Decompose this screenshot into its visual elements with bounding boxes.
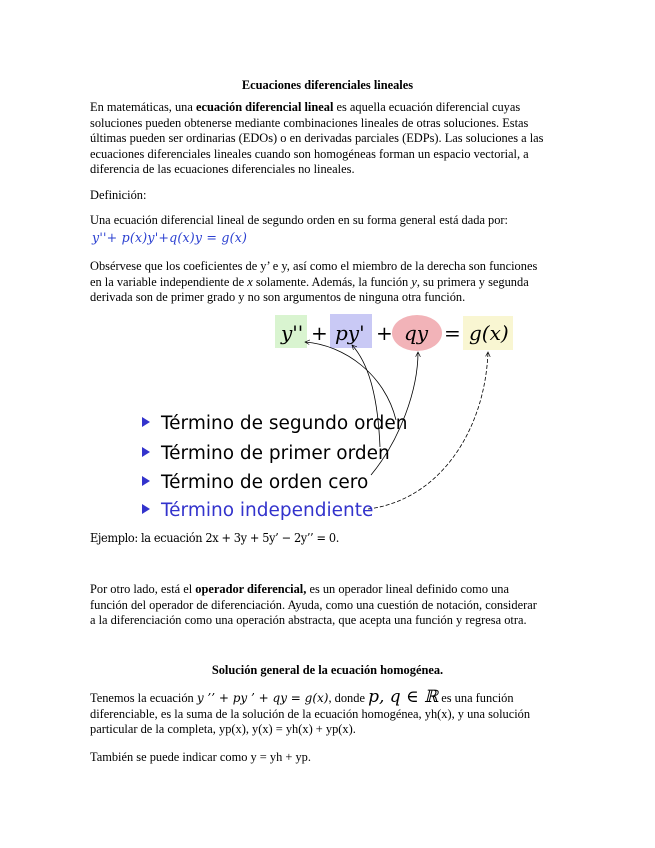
plus-sign-2: + xyxy=(376,321,393,345)
intro-line-1: En matemáticas, una ecuación diferencial lineal es aquella ecuación diferencial cuyas xyxy=(90,100,521,114)
label-first-order: Término de primer orden xyxy=(161,443,390,464)
operador-line-1: Por otro lado, está el operador diferencial, es un operador lineal definido como una xyxy=(90,582,510,596)
label-independent: Término independiente xyxy=(161,500,374,521)
intro-line-3: últimas pueden ser ordinarias (EDOs) o en derivadas parciales (EDPs). Las soluciones a las xyxy=(90,131,544,146)
tenemos-paragraph xyxy=(90,687,568,738)
bullet-3 xyxy=(142,476,150,486)
term-py-prime: py' xyxy=(335,321,365,345)
term-y-double-prime: y'' xyxy=(281,321,304,345)
bullet-1 xyxy=(142,417,150,427)
bullet-4 xyxy=(142,504,150,514)
observe-line-3: derivada son de primer grado y no son argumentos de ninguna otra función. xyxy=(90,290,466,305)
intro-line-5: diferencia de las ecuaciones diferenciales no lineales. xyxy=(90,162,355,177)
homogeneous-equation: y ’’ + py ’ + qy = g(x) xyxy=(196,691,329,705)
tenemos-line-2: diferenciable, es la suma de la solución de la ecuación homogénea, yh(x), y una solución xyxy=(90,706,531,721)
operador-line-2: función del operador de diferenciación. Ayuda, como una cuestión de notación, considerar xyxy=(90,597,537,612)
label-second-order: Término de segundo orden xyxy=(161,413,408,434)
general-form-text: Una ecuación diferencial lineal de segundo orden en su forma general está dada por: xyxy=(90,213,509,227)
tambien-line: También se puede indicar como y = yh + yp. xyxy=(90,750,311,764)
pq-in-reals: p, q ∈ ℝ xyxy=(368,687,439,707)
operador-line-3: a la diferenciación como una operación abstracta, que acepta una función y regresa otra. xyxy=(90,613,527,628)
observe-line-1: Obsérvese que los coeficientes de y’ e y, así como el miembro de la derecha son funciones xyxy=(90,259,538,273)
term-operador-diferencial: operador diferencial, xyxy=(195,582,307,596)
tenemos-line-1: Tenemos la ecuación y ’’ + py ’ + qy = g(x), donde p, q ∈ ℝ es una función xyxy=(90,687,514,707)
term-ecuacion-lineal: ecuación diferencial lineal xyxy=(195,100,334,114)
page-title: Ecuaciones diferenciales lineales xyxy=(241,78,414,92)
term-qy: qy xyxy=(404,321,429,345)
term-g-of-x: g(x) xyxy=(469,321,509,345)
general-form-formula: y''+ p(x)y'+q(x)y = g(x) xyxy=(92,230,248,245)
definicion-label: Definición: xyxy=(90,188,147,202)
ejemplo-line: Ejemplo: la ecuación 2x + 3y + 5y’ − 2y’’ = 0. xyxy=(90,531,339,545)
plus-sign-1: + xyxy=(311,321,328,345)
observe-line-2: en la variable independiente de x solamente. Además, la función y, su primera y segunda xyxy=(90,274,529,289)
operador-paragraph xyxy=(90,582,568,629)
solucion-title: Solución general de la ecuación homogénea. xyxy=(211,663,444,677)
bullet-2 xyxy=(142,447,150,457)
equals-sign: = xyxy=(444,321,461,345)
tenemos-line-3: particular de la completa, yp(x), y(x) = yh(x) + yp(x). xyxy=(90,722,356,737)
arrow-second-order xyxy=(305,342,396,420)
label-zero-order: Término de orden cero xyxy=(161,472,369,493)
intro-line-4: ecuaciones diferenciales lineales cuando son homogéneas forman un espacio vectorial, a xyxy=(90,146,529,161)
intro-line-2: soluciones pueden obtenerse mediante combinaciones lineales de otras soluciones. Estas xyxy=(90,115,529,130)
